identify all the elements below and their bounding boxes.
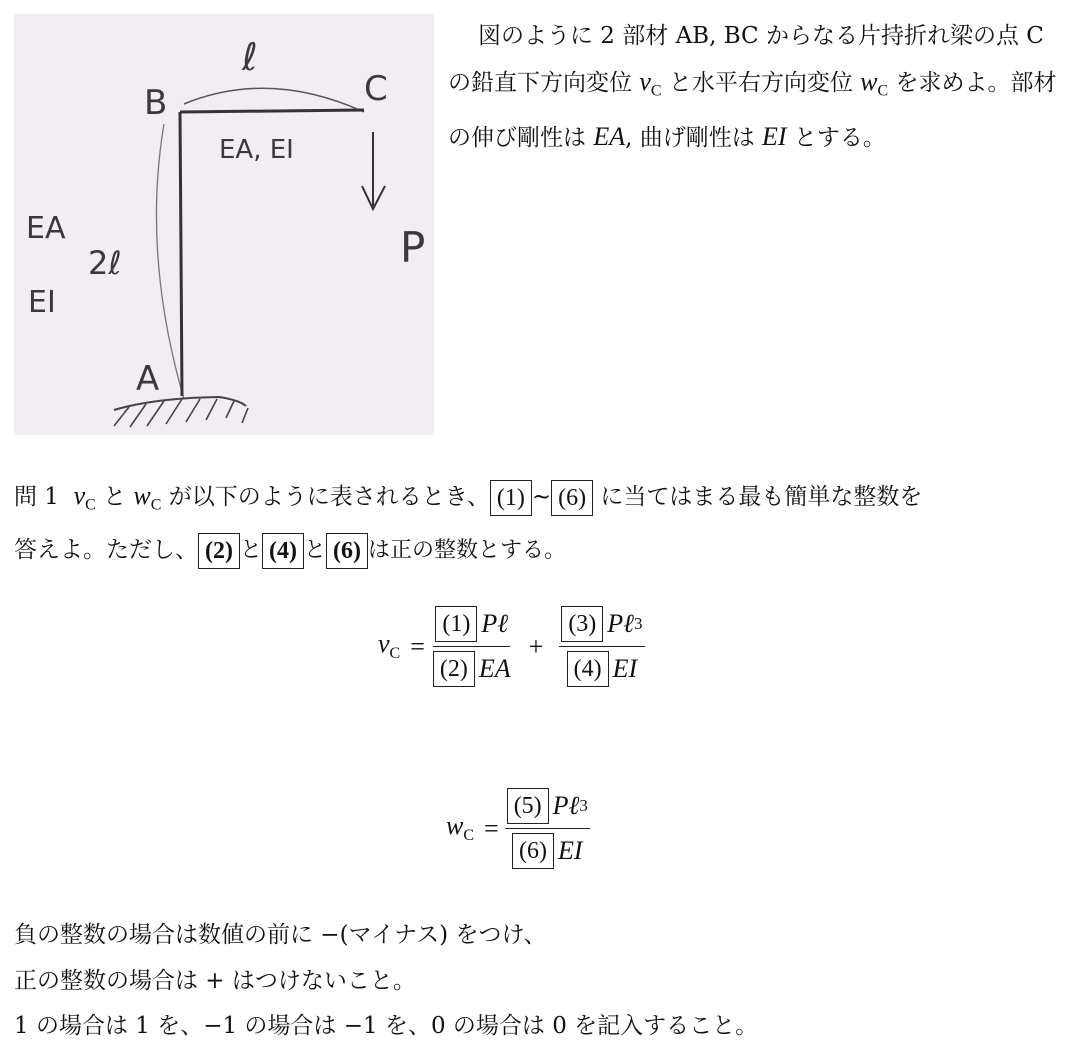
answer-box-range-end: (6)	[551, 480, 593, 516]
question-v-subscript: C	[85, 496, 96, 514]
denominator-1-text: EA	[478, 654, 511, 683]
frame-sketch	[14, 14, 434, 435]
intro-ei-symbol: EI	[762, 121, 787, 151]
equals-sign: =	[410, 631, 425, 661]
node-label-b: B	[144, 83, 168, 123]
node-label-c: C	[364, 69, 388, 109]
intro-text-4: , 曲げ剛性は	[625, 124, 763, 151]
denominator-3-text: EI	[558, 836, 583, 865]
fraction-3-numerator	[505, 786, 590, 829]
member-ab-length: 2ℓ	[88, 244, 122, 282]
question-v-symbol: v	[73, 481, 86, 510]
answer-box-5[interactable]: (5)	[507, 788, 549, 824]
plus-sign: +	[528, 631, 544, 661]
fraction-1	[431, 604, 513, 689]
member-bc-props: EA, EI	[219, 135, 294, 165]
answer-box-2[interactable]: (2)	[433, 651, 475, 687]
question-text-2: に当てはまる最も簡単な整数を	[593, 484, 923, 510]
question-1-line-1	[14, 478, 1069, 524]
question-line2-text-a: 答えよ。ただし、	[14, 537, 198, 563]
load-label-p: P	[400, 223, 426, 272]
support-hatching	[114, 399, 248, 427]
length-label-top: ℓ	[242, 35, 258, 79]
answer-box-4-bold: (4)	[262, 533, 304, 569]
range-tilde: ∼	[531, 484, 552, 510]
fraction-2	[559, 604, 644, 689]
numerator-3-exponent: 3	[579, 796, 588, 815]
question-and: と	[95, 484, 134, 510]
equation-vc-lhs	[378, 629, 400, 663]
member-ab-ei: EI	[28, 285, 56, 320]
fraction-1-numerator	[433, 604, 510, 647]
note-negative: 負の整数の場合は数値の前に −(マイナス) をつけ、	[14, 922, 547, 948]
answer-box-range-start: (1)	[490, 480, 532, 516]
equals-sign-2: =	[484, 813, 499, 843]
conjunction-1: と	[239, 538, 262, 563]
intro-v-symbol: v	[639, 67, 651, 96]
intro-text-1: 図のように 2 部材 AB, BC からなる片持折れ梁の点 C の鉛直下方向変位	[448, 23, 1044, 96]
answer-box-2-bold: (2)	[198, 533, 240, 569]
answer-box-6[interactable]: (6)	[512, 833, 554, 869]
fraction-2-denominator	[565, 647, 640, 689]
fraction-1-denominator	[431, 647, 513, 689]
conjunction-2: と	[303, 538, 326, 563]
intro-w-subscript: C	[877, 82, 889, 100]
dimension-arc-bc	[184, 88, 364, 112]
note-positive: 正の整数の場合は + はつけないこと。	[14, 968, 416, 994]
question-w-symbol: w	[133, 481, 151, 510]
intro-text-5: とする。	[786, 124, 886, 151]
question-w-subscript: C	[150, 496, 162, 514]
intro-text-2: と水平右方向変位	[661, 70, 861, 96]
answer-box-4[interactable]: (4)	[567, 651, 609, 687]
vc-symbol: v	[378, 629, 390, 659]
equation-wc	[446, 786, 596, 871]
intro-v-subscript: C	[650, 82, 662, 100]
fraction-2-numerator	[559, 604, 644, 647]
equation-vc	[378, 604, 651, 689]
numerator-2-exponent: 3	[634, 614, 643, 633]
answer-box-1[interactable]: (1)	[435, 606, 477, 642]
intro-text-3: を求めよ。部材の伸び剛性は	[448, 70, 1057, 151]
member-ab	[180, 112, 182, 396]
fraction-3	[505, 786, 590, 871]
intro-ea-symbol: EA	[593, 121, 626, 151]
equation-wc-lhs	[446, 811, 474, 845]
node-label-a: A	[136, 359, 160, 399]
member-ab-ea: EA	[26, 211, 66, 246]
vc-subscript: C	[389, 645, 401, 663]
wc-symbol: w	[446, 811, 464, 841]
question-number: 問 1	[14, 484, 59, 510]
question-1-line-2	[14, 532, 1069, 569]
structure-figure	[14, 14, 434, 435]
denominator-2-text: EI	[612, 654, 638, 683]
member-bc	[180, 110, 364, 112]
numerator-3-text: Pℓ	[552, 791, 580, 820]
answer-box-3[interactable]: (3)	[561, 606, 603, 642]
numerator-2-text: Pℓ	[607, 609, 635, 638]
question-text-1: が以下のように表されるとき、	[161, 484, 490, 510]
numerator-1-text: Pℓ	[481, 609, 509, 638]
intro-w-symbol: w	[860, 67, 878, 96]
note-special-values: 1 の場合は 1 を、−1 の場合は −1 を、0 の場合は 0 を記入すること。	[14, 1013, 759, 1039]
wc-subscript: C	[463, 827, 475, 845]
answer-box-6-bold: (6)	[326, 533, 368, 569]
fraction-3-denominator	[510, 829, 585, 871]
question-line2-text-b: は正の整数とする。	[367, 538, 566, 563]
problem-statement	[448, 14, 1068, 161]
